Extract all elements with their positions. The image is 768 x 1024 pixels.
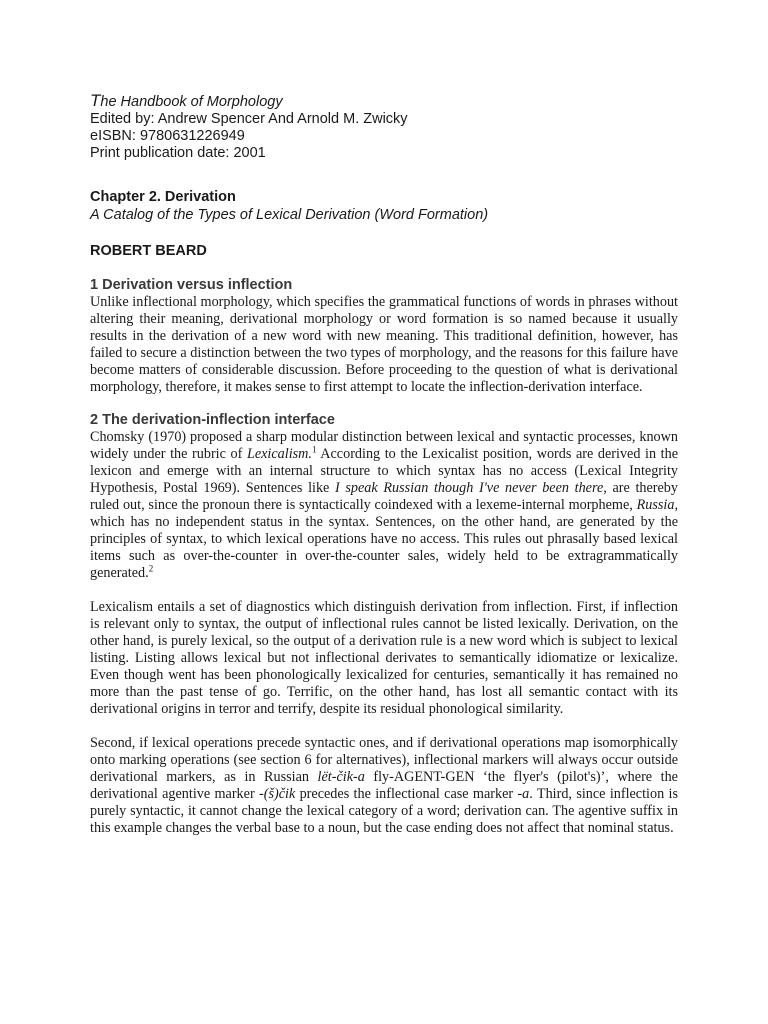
document-page: [90, 92, 678, 837]
term-russia: Russia: [636, 497, 675, 513]
chapter-heading: Chapter 2. Derivation: [90, 189, 236, 205]
book-title-initial: T: [90, 91, 101, 110]
example-sentence: I speak Russian though I've never been there: [335, 480, 604, 496]
section-1-heading: 1 Derivation versus inflection: [90, 277, 293, 293]
footnote-ref-1[interactable]: 1: [311, 444, 317, 455]
case-marker: -a: [517, 786, 530, 802]
footnote-ref-2[interactable]: 2: [148, 563, 154, 574]
section-1-paragraph-1: Unlike inflectional morphology, which specifies the grammatical functions of words in phrases without altering their meaning, derivational morphology or word formation is so named because it usually results in the derivation of a new word with new meaning. This traditional definition, however, has failed to secure a distinction between the two types of morphology, and the reasons for this failure have become matters of considerable discussion. Before proceeding to the question of what is derivational morphology, therefore, it makes sense to first attempt to locate the inflection-derivation interface.: [90, 294, 678, 395]
chapter-subtitle: A Catalog of the Types of Lexical Derivation (Word Formation): [90, 207, 489, 223]
agentive-marker: -(š)čik: [259, 786, 296, 802]
author-name: ROBERT BEARD: [90, 243, 207, 259]
print-date-line: Print publication date: 2001: [90, 145, 266, 161]
book-title: [90, 92, 678, 111]
editors-line: Edited by: Andrew Spencer And Arnold M. Zwicky: [90, 111, 408, 127]
section-2-paragraph-1: Chomsky (1970) proposed a sharp modular distinction between lexical and syntactic processes, known widely under the rubric of Lexicalism.$^1$ According to the Lexicalist position, words are derived in the lexicon and emerge with an internal structure to which syntax has no access (Lexical Integrity Hypothesis, Postal 1969). Sentences like I speak Russian though I've never been there, are thereby ruled out, since the pronoun there is syntactically coindexed with a lexeme-internal morpheme, Russia, which has no independent status in the syntax. Sentences, on the other hand, are generated by the principles of syntax, to which lexical operations have no access. This rules out phrasally based lexical items such as over-the-counter in over-the-counter sales, widely held to be extragrammatically generated.$^2$: [90, 429, 678, 581]
section-2-paragraph-2: Lexicalism entails a set of diagnostics which distinguish derivation from inflection. First, if inflection is relevant only to syntax, the output of inflectional rules cannot be listed lexically. Derivation, on the other hand, is purely lexical, so the output of a derivation rule is a new word which is subject to lexical listing. Listing allows lexical but not inflectional derivates to semantically idiomatize or lexicalize. Even though went has been phonologically lexicalized for centuries, semantically it has remained no more than the past tense of go. Terrific, on the other hand, has lost all semantic contact with its derivational origins in terror and terrify, despite its residual phonological similarity.: [90, 599, 678, 717]
section-2-paragraph-3: Second, if lexical operations precede syntactic ones, and if derivational operations map isomorphically onto marking operations (see section 6 for alternatives), inflectional markers will always occur outside derivational markers, as in Russian lët-čik-a fly-AGENT-GEN ‘the flyer's (pilot's)’, where the derivational agentive marker -(š)čik precedes the inflectional case marker -a. Third, since inflection is purely syntactic, it cannot change the lexical category of a word; derivation can. The agentive suffix in this example changes the verbal base to a noun, but the case ending does not affect that nominal status.: [90, 735, 678, 836]
section-2-heading: 2 The derivation-inflection interface: [90, 412, 335, 428]
term-lexicalism: Lexicalism.: [246, 446, 312, 462]
russian-example: lët-čik-a: [317, 769, 365, 785]
book-title-rest: he Handbook of Morphology: [100, 94, 283, 110]
eisbn-line: eISBN: 9780631226949: [90, 128, 245, 144]
